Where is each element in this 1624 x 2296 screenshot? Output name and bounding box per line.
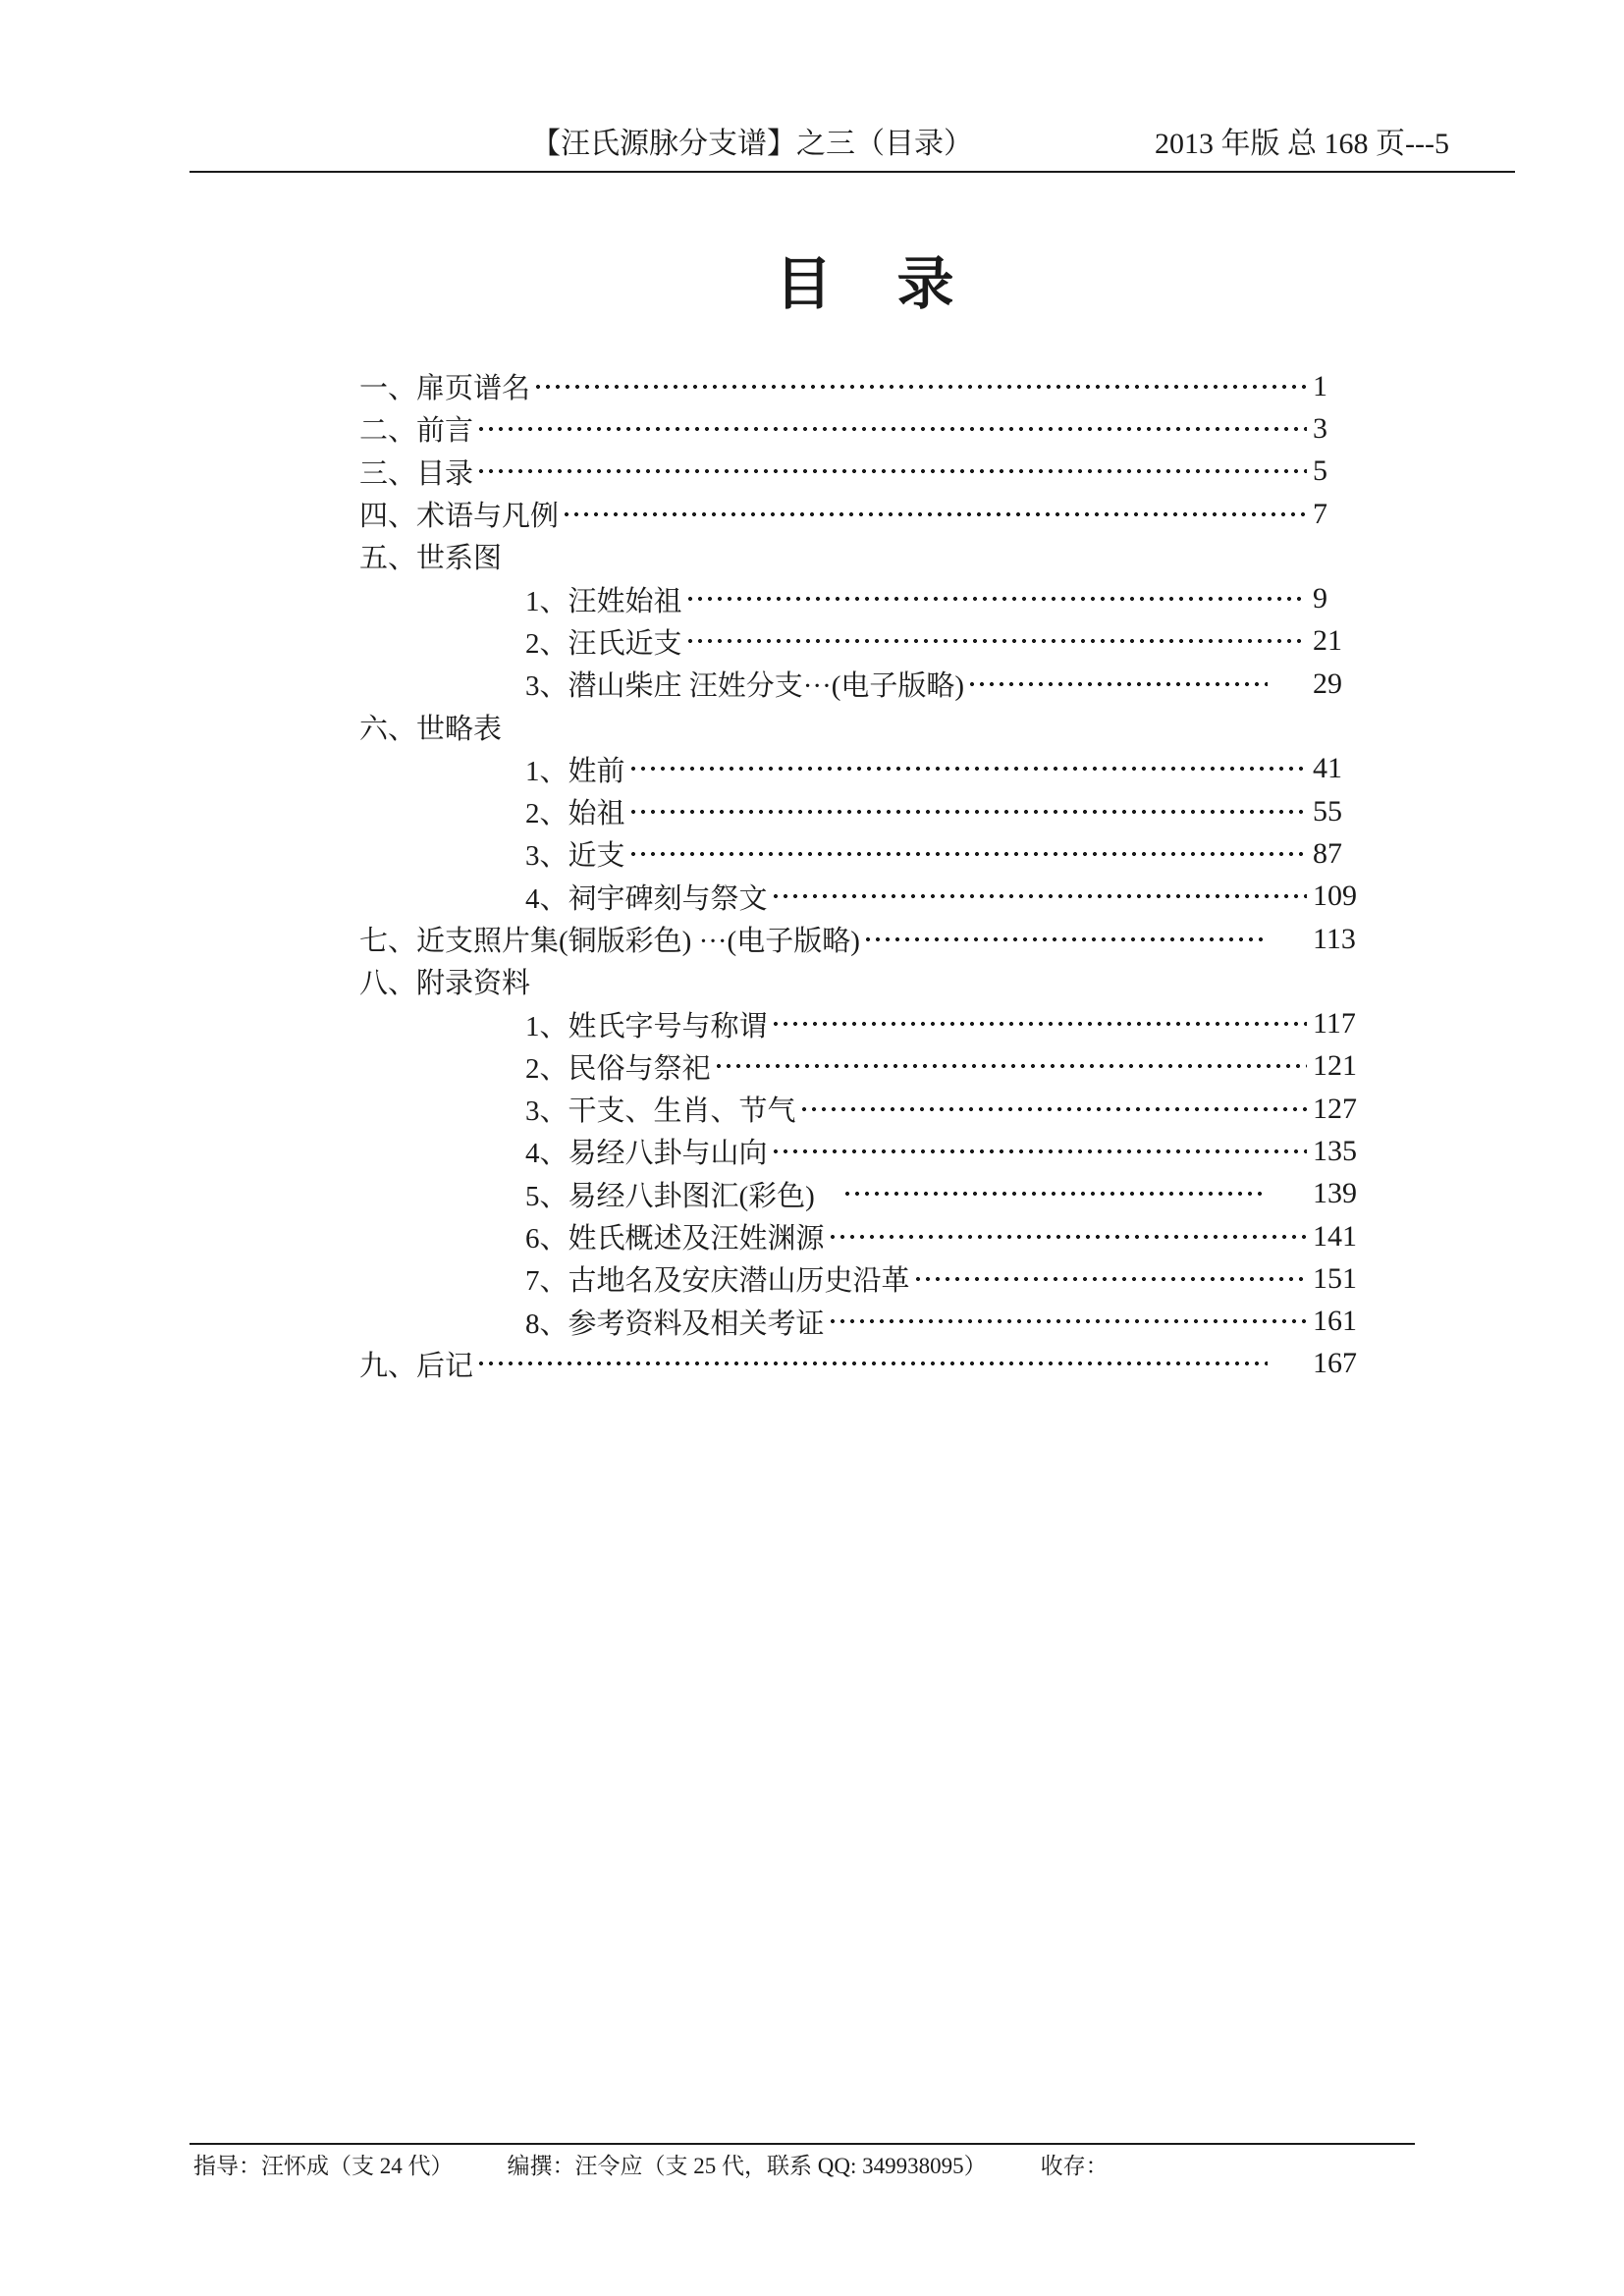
toc-page-number: 7 xyxy=(1313,497,1327,530)
toc-entry-label: 4、祠宇碑刻与祭文 xyxy=(525,882,768,915)
header-page-info: 2013 年版 总 168 页---5 xyxy=(1155,128,1449,160)
toc-dot-leader xyxy=(842,1173,1268,1215)
toc-entry-label: 2、汪氏近支 xyxy=(525,627,682,660)
toc-entry-label: 九、后记 xyxy=(359,1350,474,1382)
toc-entry-label: 1、姓前 xyxy=(525,755,625,787)
toc-page-number: 1 xyxy=(1313,369,1327,402)
footer-editor: 编撰：汪令应（支 25 代，联系 QQ: 349938095） xyxy=(507,2154,987,2178)
toc-entry-label: 1、汪姓始祖 xyxy=(525,585,682,617)
toc-entry xyxy=(359,748,1374,790)
toc-entry xyxy=(359,407,1374,450)
toc-page-number: 113 xyxy=(1313,922,1356,955)
toc-dot-leader xyxy=(562,493,1307,535)
toc-dot-leader xyxy=(685,577,1307,619)
toc-page-number: 127 xyxy=(1313,1092,1357,1125)
toc-dot-leader xyxy=(533,365,1307,407)
toc-entry-label: 四、术语与凡例 xyxy=(359,501,560,533)
toc-entry xyxy=(359,1343,1374,1385)
toc-dot-leader xyxy=(771,1130,1307,1172)
toc-entry-label: 八、附录资料 xyxy=(359,968,531,1000)
toc-entry xyxy=(359,493,1374,535)
table-of-contents xyxy=(359,365,1374,1385)
toc-entry-label: 一、扉页谱名 xyxy=(359,373,531,405)
toc-entry xyxy=(359,960,1374,1002)
toc-entry xyxy=(359,620,1374,663)
toc-entry-label: 8、参考资料及相关考证 xyxy=(525,1308,825,1340)
toc-dot-leader xyxy=(863,918,1268,960)
toc-dot-leader xyxy=(714,1045,1307,1088)
toc-entry-label: 3、潜山柴庄 汪姓分支···(电子版略) xyxy=(525,670,965,703)
toc-entry xyxy=(359,832,1374,875)
toc-dot-leader xyxy=(476,451,1307,493)
page-title: 目 录 xyxy=(775,252,958,316)
toc-entry-label: 2、民俗与祭祀 xyxy=(525,1052,711,1085)
toc-dot-leader xyxy=(476,1343,1268,1385)
toc-entry-label: 三、目录 xyxy=(359,457,474,490)
toc-dot-leader xyxy=(685,620,1307,663)
toc-entry xyxy=(359,1257,1374,1300)
toc-page-number: 29 xyxy=(1313,667,1342,700)
toc-entry-label: 3、近支 xyxy=(525,840,625,873)
toc-dot-leader xyxy=(913,1257,1307,1300)
toc-page-number: 3 xyxy=(1313,411,1327,445)
toc-entry xyxy=(359,1173,1374,1215)
toc-entry xyxy=(359,1130,1374,1172)
toc-dot-leader xyxy=(628,832,1307,875)
toc-entry xyxy=(359,876,1374,918)
toc-page-number: 141 xyxy=(1313,1219,1357,1253)
toc-page-number: 167 xyxy=(1313,1347,1357,1380)
toc-page-number: 121 xyxy=(1313,1049,1357,1083)
toc-page-number: 139 xyxy=(1313,1177,1357,1210)
toc-page-number: 55 xyxy=(1313,794,1342,828)
toc-dot-leader xyxy=(628,790,1307,832)
footer-keeper: 收存： xyxy=(1040,2154,1109,2178)
toc-dot-leader xyxy=(828,1301,1307,1343)
toc-entry xyxy=(359,1045,1374,1088)
footer-credits xyxy=(193,2152,1470,2181)
toc-entry-label: 7、古地名及安庆潜山历史沿革 xyxy=(525,1265,910,1298)
toc-entry xyxy=(359,705,1374,747)
toc-entry xyxy=(359,1002,1374,1044)
toc-entry-label: 五、世系图 xyxy=(359,543,503,575)
toc-entry-label: 2、始祖 xyxy=(525,798,625,830)
header-book-title: 【汪氏源脉分支谱】之三（目录） xyxy=(531,128,973,160)
toc-entry-label: 二、前言 xyxy=(359,415,474,448)
toc-entry xyxy=(359,1215,1374,1257)
toc-entry xyxy=(359,790,1374,832)
toc-page-number: 161 xyxy=(1313,1305,1357,1338)
toc-dot-leader xyxy=(628,748,1307,790)
toc-page-number: 5 xyxy=(1313,454,1327,488)
toc-entry xyxy=(359,535,1374,577)
toc-page-number: 87 xyxy=(1313,836,1342,870)
toc-dot-leader xyxy=(771,1002,1307,1044)
toc-entry-label: 1、姓氏字号与称谓 xyxy=(525,1010,768,1042)
toc-entry-label: 5、易经八卦图汇(彩色) xyxy=(525,1180,815,1212)
toc-dot-leader xyxy=(799,1088,1307,1130)
toc-entry xyxy=(359,1301,1374,1343)
toc-entry-label: 4、易经八卦与山向 xyxy=(525,1138,768,1170)
toc-entry xyxy=(359,918,1374,960)
toc-entry-label: 六、世略表 xyxy=(359,713,503,745)
toc-entry-label: 6、姓氏概述及汪姓渊源 xyxy=(525,1223,825,1255)
toc-page-number: 151 xyxy=(1313,1261,1357,1295)
toc-dot-leader xyxy=(828,1215,1307,1257)
toc-dot-leader xyxy=(476,407,1307,450)
toc-page-number: 117 xyxy=(1313,1007,1356,1041)
toc-entry xyxy=(359,663,1374,705)
toc-entry xyxy=(359,365,1374,407)
toc-entry xyxy=(359,1088,1374,1130)
toc-entry-label: 七、近支照片集(铜版彩色) ···(电子版略) xyxy=(359,926,860,957)
toc-page-number: 135 xyxy=(1313,1134,1357,1167)
toc-page-number: 21 xyxy=(1313,624,1342,658)
toc-page-number: 109 xyxy=(1313,880,1357,913)
footer-divider xyxy=(189,2143,1415,2145)
toc-entry xyxy=(359,451,1374,493)
toc-page-number: 41 xyxy=(1313,752,1342,785)
toc-entry-label: 3、干支、生肖、节气 xyxy=(525,1095,796,1128)
toc-page-number: 9 xyxy=(1313,582,1327,615)
toc-entry xyxy=(359,577,1374,619)
footer-supervisor: 指导：汪怀成（支 24 代） xyxy=(193,2154,454,2178)
toc-dot-leader xyxy=(967,663,1268,705)
toc-dot-leader xyxy=(771,876,1307,918)
header-divider xyxy=(189,171,1515,173)
